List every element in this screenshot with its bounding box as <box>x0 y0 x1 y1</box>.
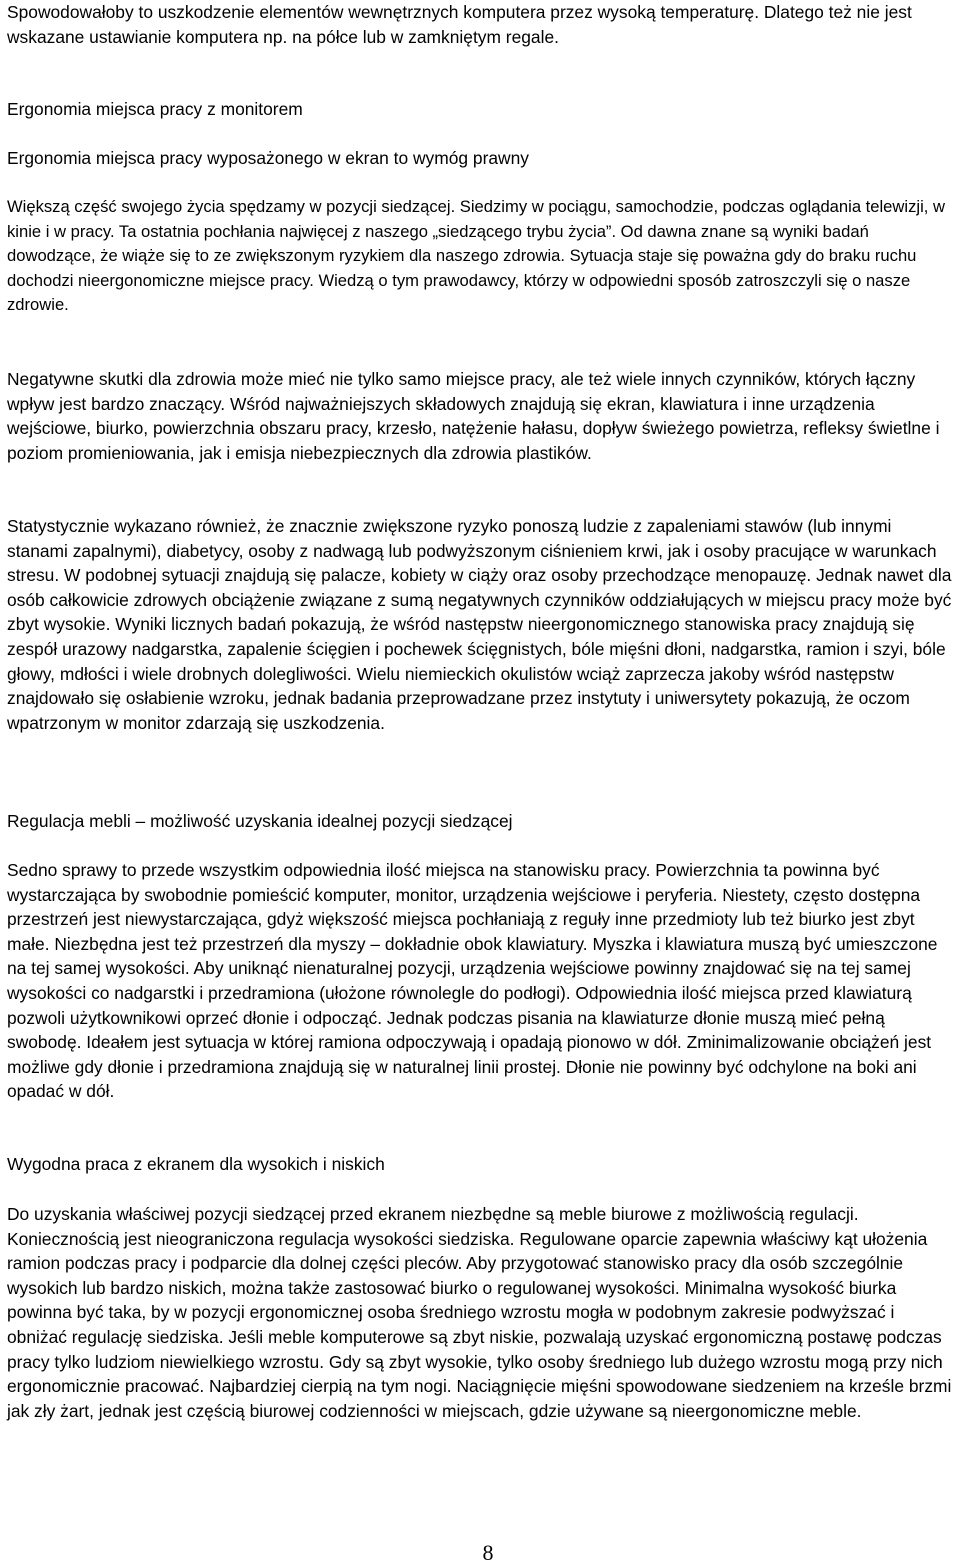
paragraph-adjustable-furniture: Do uzyskania właściwej pozycji siedzącej przed ekranem niezbędne są meble biurowe z możliwością regulacji. Koniecznością jest nieograniczona regulacja wysokości siedziska. Regulowane oparcie zapewnia właściwy kąt ułożenia ramion podczas pracy i podparcie dla dolnej części pleców. Aby przygotować stanowisko pracy dla osób szczególnie wysokich lub bardzo niskich, można także zastosować biurko o regulowanej wysokości. Minimalna wysokość biurka powinna być taka, by w pozycji ergonomicznej osoba średniego wzrostu mogła w podobnym zakresie podwyższać i obniżać regulację siedziska. Jeśli meble komputerowe są zbyt niskie, pozwalają uzyskać ergonomiczną postawę podczas pracy tylko ludziom niewielkiego wzrostu. Gdy są zbyt wysokie, tylko osoby średniego lub dużego wzrostu mogą przy nich ergonomicznie pracować. Najbardziej cierpią na tym nogi. Naciągnięcie mięśni spowodowane siedzeniem na krześle brzmi jak zły żart, jednak jest częścią biurowej codzienności w miejscach, gdzie używane są nieergonomiczne meble. <box>7 1204 952 1421</box>
paragraph-statistics: Statystycznie wykazano również, że znacznie zwiększone ryzyko ponoszą ludzie z zapaleniami stawów (lub innymi stanami zapalnymi), diabetycy, osoby z nadwagą lub podwyższonym ciśnieniem krwi, jak i osoby pracujące w warunkach stresu. W podobnej sytuacji znajdują się palacze, kobiety w ciąży oraz osoby przechodzące menopauzę. Jednak nawet dla osób całkowicie zdrowych obciążenie związane z sumą negatywnych czynników oddziałujących w miejscu pracy może być zbyt wysokie. Wyniki licznych badań pokazują, że wśród następstw nieergonomicznego stanowiska pracy znajdują się zespół urazowy nadgarstka, zapalenie ścięgien i pochewek ścięgnistych, bóle mięśni dłoni, nadgarstka, ramion i szyi, bóle głowy, mdłości i wiele drobnych dolegliwości. Wielu niemieckich okulistów wciąż zaprzecza jakoby wśród następstw znajdowało się osłabienie wzroku, jednak badania przeprowadzane przez instytuty i uniwersytety pokazują, że oczom wpatrzonym w monitor zdarzają się uszkodzenia. <box>7 516 952 733</box>
paragraph-negative-effects: Negatywne skutki dla zdrowia może mieć nie tylko samo miejsce pracy, ale też wiele innych czynników, których łączny wpływ jest bardzo znaczący. Wśród najważniejszych składowych znajdują się ekran, klawiatura i inne urządzenia wejściowe, biurko, powierzchnia obszaru pracy, krzesło, natężenie hałasu, dopływ świeżego powietrza, refleksy świetlne i poziom promieniowania, jak i emisja niebezpiecznych dla zdrowia plastików. <box>7 369 940 463</box>
paragraph-sitting-life: Większą część swojego życia spędzamy w pozycji siedzącej. Siedzimy w pociągu, samochodzie, podczas oglądania telewizji, w kinie i w pracy. Ta ostatnia pochłania najwięcej z naszego „siedzącego trybu życia”. Od dawna znane są wyniki badań dowodzące, że wiąże się to ze zwiększonym ryzykiem dla naszego zdrowia. Sytuacja staje się poważna gdy do braku ruchu dochodzi nieergonomiczne miejsce pracy. Wiedzą o tym prawodawcy, którzy w odpowiedni sposób zatroszczyli się o nasze zdrowie. <box>7 197 945 315</box>
section-heading-legal-requirement: Ergonomia miejsca pracy wyposażonego w ekran to wymóg prawny <box>7 148 529 168</box>
section-heading-ergonomics: Ergonomia miejsca pracy z monitorem <box>7 99 303 119</box>
intro-paragraph: Spowodowałoby to uszkodzenie elementów wewnętrznych komputera przez wysoką temperaturę. Dlatego też nie jest wskazane ustawianie komputera np. na półce lub w zamkniętym regale. <box>7 2 912 47</box>
paragraph-workspace: Sedno sprawy to przede wszystkim odpowiednia ilość miejsca na stanowisku pracy. Powierzchnia ta powinna być wystarczająca by swobodnie pomieścić komputer, monitor, urządzenia wejściowe i peryferia. Niestety, często dostępna przestrzeń jest niewystarczająca, gdyż większość miejsca pochłaniają z reguły inne przedmioty lub też biurko jest zbyt małe. Niezbędna jest też przestrzeń dla myszy – dokładnie obok klawiatury. Myszka i klawiatura muszą być umieszczone na tej samej wysokości. Aby uniknąć nienaturalnej pozycji, urządzenia wejściowe powinny znajdować się na tej samej wysokości co nadgarstki i przedramiona (ułożone równolegle do podłogi). Odpowiednia ilość miejsca przed klawiaturą pozwoli użytkownikowi oprzeć dłonie i odpocząć. Jednak podczas pisania na klawiaturze dłonie muszą mieć pełną swobodę. Ideałem jest sytuacja w której ramiona odpoczywają i opadają pionowo w dół. Zminimalizowanie obciążeń jest możliwe gdy dłonie i przedramiona znajdują się w naturalnej linii prostej. Dłonie nie powinny być odchylone na boki ani opadać w dół. <box>7 860 938 1102</box>
section-heading-furniture-adjustment: Regulacja mebli – możliwość uzyskania idealnej pozycji siedzącej <box>7 811 513 831</box>
page-number: 8 <box>482 1540 494 1565</box>
section-heading-tall-and-short: Wygodna praca z ekranem dla wysokich i niskich <box>7 1154 385 1174</box>
